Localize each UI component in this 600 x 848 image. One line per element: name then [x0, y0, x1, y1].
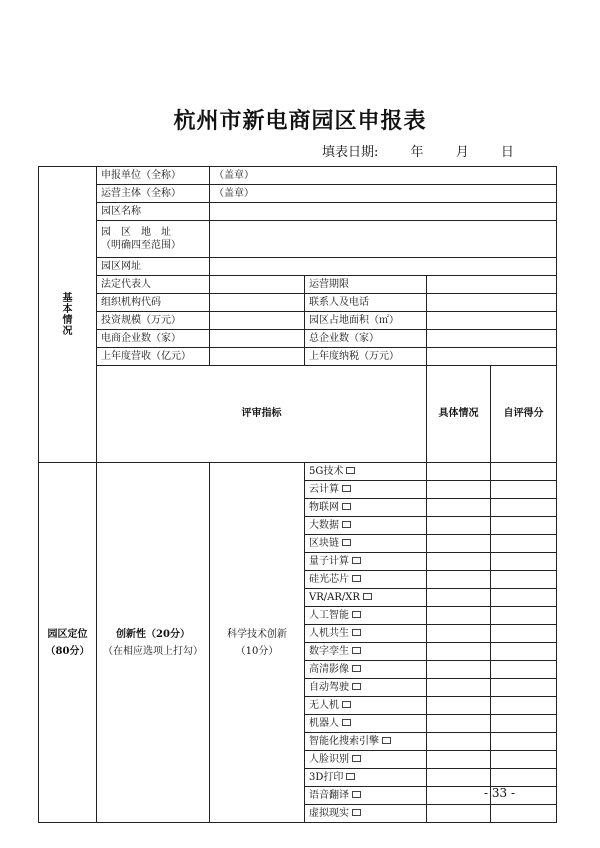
applicant-field[interactable]: （盖章） — [210, 167, 557, 185]
detail-header: 具体情况 — [427, 366, 491, 463]
dept-score-cell[interactable] — [491, 463, 557, 481]
checkbox-icon[interactable] — [342, 503, 351, 510]
innovation-label: 创新性（20分） （在相应选项上打勾） — [97, 463, 210, 823]
checkbox-icon[interactable] — [342, 521, 351, 528]
ecom-count-field[interactable] — [210, 330, 305, 348]
dept-score-cell[interactable] — [491, 697, 557, 715]
tech-item-iot[interactable]: 物联网 — [305, 499, 427, 517]
tech-item-face-recognition[interactable]: 人脸识别 — [305, 751, 427, 769]
tech-item-quantum[interactable]: 量子计算 — [305, 553, 427, 571]
dept-score-cell[interactable] — [491, 607, 557, 625]
dept-score-cell[interactable] — [491, 661, 557, 679]
self-score-cell[interactable] — [427, 553, 491, 571]
dept-score-cell[interactable] — [491, 769, 557, 787]
fill-date-month: 月 — [455, 145, 469, 160]
checkbox-icon[interactable] — [352, 683, 361, 690]
tax-field[interactable] — [427, 348, 557, 366]
checkbox-icon[interactable] — [352, 575, 361, 582]
legal-rep-field[interactable] — [210, 276, 305, 294]
fill-date-day: 日 — [500, 145, 514, 160]
operating-period-field[interactable] — [427, 276, 557, 294]
tech-innovation-label: 科学技术创新 （10分） — [210, 463, 305, 823]
self-score-cell[interactable] — [427, 769, 491, 787]
basic-info-section-label: 基 本 情 况 — [39, 167, 97, 463]
dept-score-cell[interactable] — [491, 751, 557, 769]
application-form-table — [38, 166, 557, 823]
fill-date-year: 年 — [410, 145, 424, 160]
dept-score-cell[interactable] — [491, 733, 557, 751]
investment-label: 投资规模（万元） — [97, 312, 210, 330]
dept-score-cell[interactable] — [491, 805, 557, 823]
revenue-label: 上年度营收（亿元） — [97, 348, 210, 366]
checkbox-icon[interactable] — [346, 773, 355, 780]
tech-item-5g[interactable]: 5G技术 — [305, 463, 427, 481]
self-score-cell[interactable] — [427, 733, 491, 751]
contact-field[interactable] — [427, 294, 557, 312]
tech-item-autonomous-driving[interactable]: 自动驾驶 — [305, 679, 427, 697]
tech-item-vr-ar-xr[interactable]: VR/AR/XR — [305, 589, 427, 607]
dept-score-cell[interactable] — [491, 589, 557, 607]
address-label: 园 区 地 址 （明确四至范围） — [97, 221, 210, 258]
self-score-cell[interactable] — [427, 589, 491, 607]
tech-item-smart-search[interactable]: 智能化搜索引擎 — [305, 733, 427, 751]
operator-label: 运营主体（全称） — [97, 185, 210, 203]
park-name-label: 园区名称 — [97, 203, 210, 221]
self-score-cell[interactable] — [427, 535, 491, 553]
self-score-cell[interactable] — [427, 679, 491, 697]
dept-score-cell[interactable] — [491, 679, 557, 697]
org-code-label: 组织机构代码 — [97, 294, 210, 312]
total-count-field[interactable] — [427, 330, 557, 348]
tech-item-voice-translation[interactable]: 语音翻译 — [305, 787, 427, 805]
website-label: 园区网址 — [97, 258, 210, 276]
tech-item-ai[interactable]: 人工智能 — [305, 607, 427, 625]
dept-score-cell[interactable] — [491, 625, 557, 643]
dept-score-cell[interactable] — [491, 571, 557, 589]
checkbox-icon[interactable] — [382, 737, 391, 744]
review-indicator-header: 评审指标 — [97, 366, 427, 463]
checkbox-icon[interactable] — [352, 809, 361, 816]
tech-item-drone[interactable]: 无人机 — [305, 697, 427, 715]
investment-field[interactable] — [210, 312, 305, 330]
checkbox-icon[interactable] — [342, 701, 351, 708]
self-score-cell[interactable] — [427, 463, 491, 481]
website-field[interactable] — [210, 258, 557, 276]
self-score-cell[interactable] — [427, 751, 491, 769]
checkbox-icon[interactable] — [352, 557, 361, 564]
area-field[interactable] — [427, 312, 557, 330]
self-score-cell[interactable] — [427, 697, 491, 715]
tech-item-3d-printing[interactable]: 3D打印 — [305, 769, 427, 787]
org-code-field[interactable] — [210, 294, 305, 312]
self-score-cell[interactable] — [427, 787, 491, 805]
dept-score-cell[interactable] — [491, 535, 557, 553]
tech-item-human-machine[interactable]: 人机共生 — [305, 625, 427, 643]
checkbox-icon[interactable] — [363, 593, 372, 600]
self-score-cell[interactable] — [427, 661, 491, 679]
self-score-cell[interactable] — [427, 499, 491, 517]
tech-item-hd-imaging[interactable]: 高清影像 — [305, 661, 427, 679]
tax-label: 上年度纳税（万元） — [305, 348, 427, 366]
dept-score-cell[interactable] — [491, 715, 557, 733]
ecom-count-label: 电商企业数（家） — [97, 330, 210, 348]
fill-date-label: 填表日期: — [322, 145, 379, 160]
self-score-cell[interactable] — [427, 643, 491, 661]
self-score-cell[interactable] — [427, 517, 491, 535]
applicant-label: 申报单位（全称） — [97, 167, 210, 185]
revenue-field[interactable] — [210, 348, 305, 366]
contact-label: 联系人及电话 — [305, 294, 427, 312]
checkbox-icon[interactable] — [352, 755, 361, 762]
tech-item-bigdata[interactable]: 大数据 — [305, 517, 427, 535]
self-score-cell[interactable] — [427, 481, 491, 499]
tech-item-cloud[interactable]: 云计算 — [305, 481, 427, 499]
checkbox-icon[interactable] — [352, 629, 361, 636]
total-count-label: 总企业数（家） — [305, 330, 427, 348]
checkbox-icon[interactable] — [352, 665, 361, 672]
operator-field[interactable]: （盖章） — [210, 185, 557, 203]
tech-item-robot[interactable]: 机器人 — [305, 715, 427, 733]
positioning-label: 园区定位 （80分） — [39, 463, 97, 823]
legal-rep-label: 法定代表人 — [97, 276, 210, 294]
checkbox-icon[interactable] — [342, 485, 351, 492]
self-score-cell[interactable] — [427, 805, 491, 823]
dept-score-cell[interactable] — [491, 481, 557, 499]
tech-item-blockchain[interactable]: 区块链 — [305, 535, 427, 553]
checkbox-icon[interactable] — [342, 719, 351, 726]
checkbox-icon[interactable] — [352, 611, 361, 618]
area-label: 园区占地面积（㎡） — [305, 312, 427, 330]
dept-score-cell[interactable] — [491, 499, 557, 517]
self-score-header: 自评得分 — [491, 366, 557, 463]
tech-item-photonic-chip[interactable]: 硅光芯片 — [305, 571, 427, 589]
fill-date — [322, 141, 514, 160]
dept-score-cell[interactable] — [491, 643, 557, 661]
dept-score-cell[interactable] — [491, 553, 557, 571]
operating-period-label: 运营期限 — [305, 276, 427, 294]
self-score-cell[interactable] — [427, 625, 491, 643]
checkbox-icon[interactable] — [352, 791, 361, 798]
park-name-field[interactable] — [210, 203, 557, 221]
self-score-cell[interactable] — [427, 571, 491, 589]
tech-item-digital-twin[interactable]: 数字孪生 — [305, 643, 427, 661]
tech-item-virtual-reality[interactable]: 虚拟现实 — [305, 805, 427, 823]
address-field[interactable] — [210, 221, 557, 258]
page-number: - 33 - — [484, 786, 516, 800]
self-score-cell[interactable] — [427, 715, 491, 733]
dept-score-cell[interactable] — [491, 517, 557, 535]
checkbox-icon[interactable] — [346, 467, 355, 474]
form-title: 杭州市新电商园区申报表 — [173, 108, 427, 134]
checkbox-icon[interactable] — [342, 539, 351, 546]
self-score-cell[interactable] — [427, 607, 491, 625]
checkbox-icon[interactable] — [352, 647, 361, 654]
